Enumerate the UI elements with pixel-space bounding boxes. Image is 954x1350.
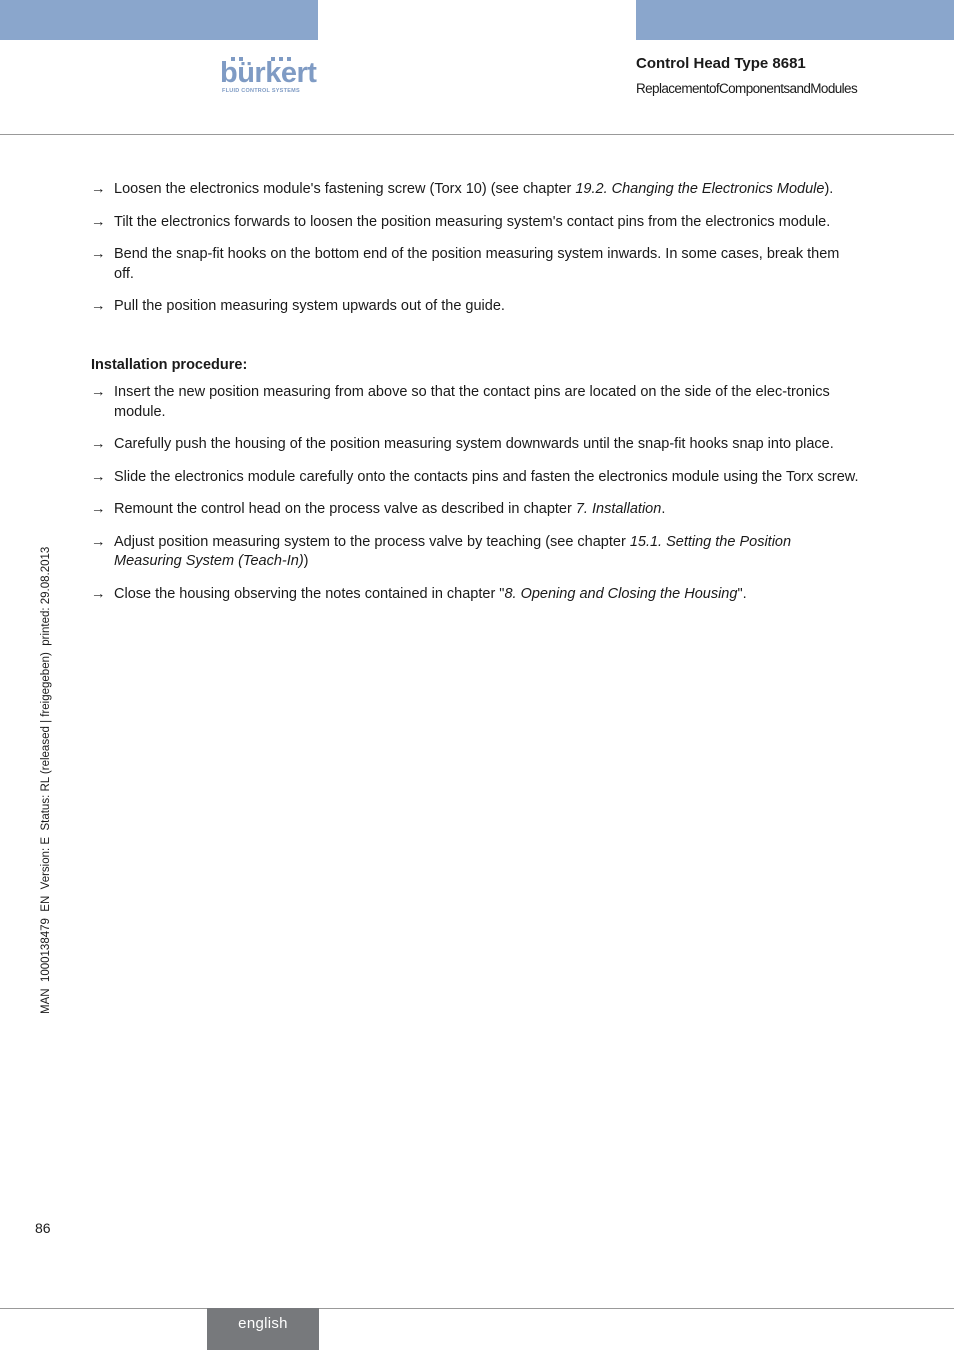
list-item (91, 585, 861, 605)
logo-subtitle: FLUID CONTROL SYSTEMS (222, 88, 300, 94)
list-item (91, 500, 861, 520)
step-text: Tilt the electronics forwards to loosen the position measuring system's contact pins from the electronics module. (114, 213, 831, 230)
step-text: Carefully push the housing of the position measuring system downwards until the snap-fit hooks snap into place. (114, 436, 834, 452)
chapter-reference: 8. Opening and Closing the Housing (504, 585, 738, 602)
arrow-icon: → (91, 181, 106, 197)
document-metadata-vertical: MAN 1000138479 EN Version: E Status: RL (released | freigegeben) printed: 29.08.2013 (40, 546, 52, 1014)
list-item (91, 435, 861, 455)
page-number: 86 (35, 1220, 51, 1236)
arrow-icon: → (91, 246, 106, 262)
installation-steps (91, 383, 861, 604)
step-text: Slide the electronics module carefully onto the contacts pins and fasten the electronics module using the Torx screw. (114, 468, 859, 485)
header-accent-bar-right (636, 0, 954, 40)
step-text-end: . (661, 501, 666, 517)
list-item (91, 180, 861, 200)
step-text: Close the housing observing the notes contained in chapter " (114, 585, 505, 602)
list-item (91, 468, 861, 488)
arrow-icon: → (91, 298, 106, 314)
installation-heading: Installation procedure: (91, 356, 248, 373)
arrow-icon: → (91, 384, 106, 400)
language-tab: english (207, 1308, 319, 1350)
footer-divider (0, 1308, 954, 1309)
header-accent-bar-left (0, 0, 318, 40)
section-title: ReplacementofComponentsandModules (636, 81, 858, 96)
arrow-icon: → (91, 501, 106, 517)
step-text: Adjust position measuring system to the process valve by teaching (see chapter (114, 533, 630, 550)
step-text: Bend the snap-fit hooks on the bottom end of the position measuring system inwards. In some cases, break them off. (114, 246, 840, 282)
arrow-icon: → (91, 533, 106, 550)
main-content (91, 180, 861, 617)
step-text: Remount the control head on the process valve as described in chapter (114, 501, 576, 517)
step-text: Loosen the electronics module's fastening screw (Torx 10) (see chapter (114, 181, 576, 197)
logo-wordmark: bürkert (220, 57, 317, 89)
removal-steps (91, 180, 861, 317)
list-item (91, 533, 861, 572)
chapter-reference: 19.2. Changing the Electronics Module (575, 181, 825, 197)
document-title: Control Head Type 8681 (636, 55, 806, 72)
burkert-logo (220, 56, 320, 98)
list-item (91, 213, 861, 233)
arrow-icon: → (91, 436, 106, 452)
step-text-end: ". (737, 585, 747, 602)
step-text-end: ). (824, 181, 834, 197)
step-text-end: ) (303, 553, 309, 569)
arrow-icon: → (91, 213, 106, 230)
chapter-reference: 15.1. Setting the Position Measuring System (Teach-In) (114, 533, 792, 569)
list-item (91, 383, 861, 422)
step-text: Insert the new position measuring from above so that the contact pins are located on the side of the elec-tronics module. (114, 384, 830, 420)
chapter-reference: 7. Installation (575, 501, 662, 517)
header-divider (0, 134, 954, 135)
arrow-icon: → (91, 468, 106, 485)
list-item (91, 245, 861, 284)
step-text: Pull the position measuring system upwards out of the guide. (114, 298, 505, 314)
list-item (91, 297, 861, 317)
arrow-icon: → (91, 585, 106, 602)
